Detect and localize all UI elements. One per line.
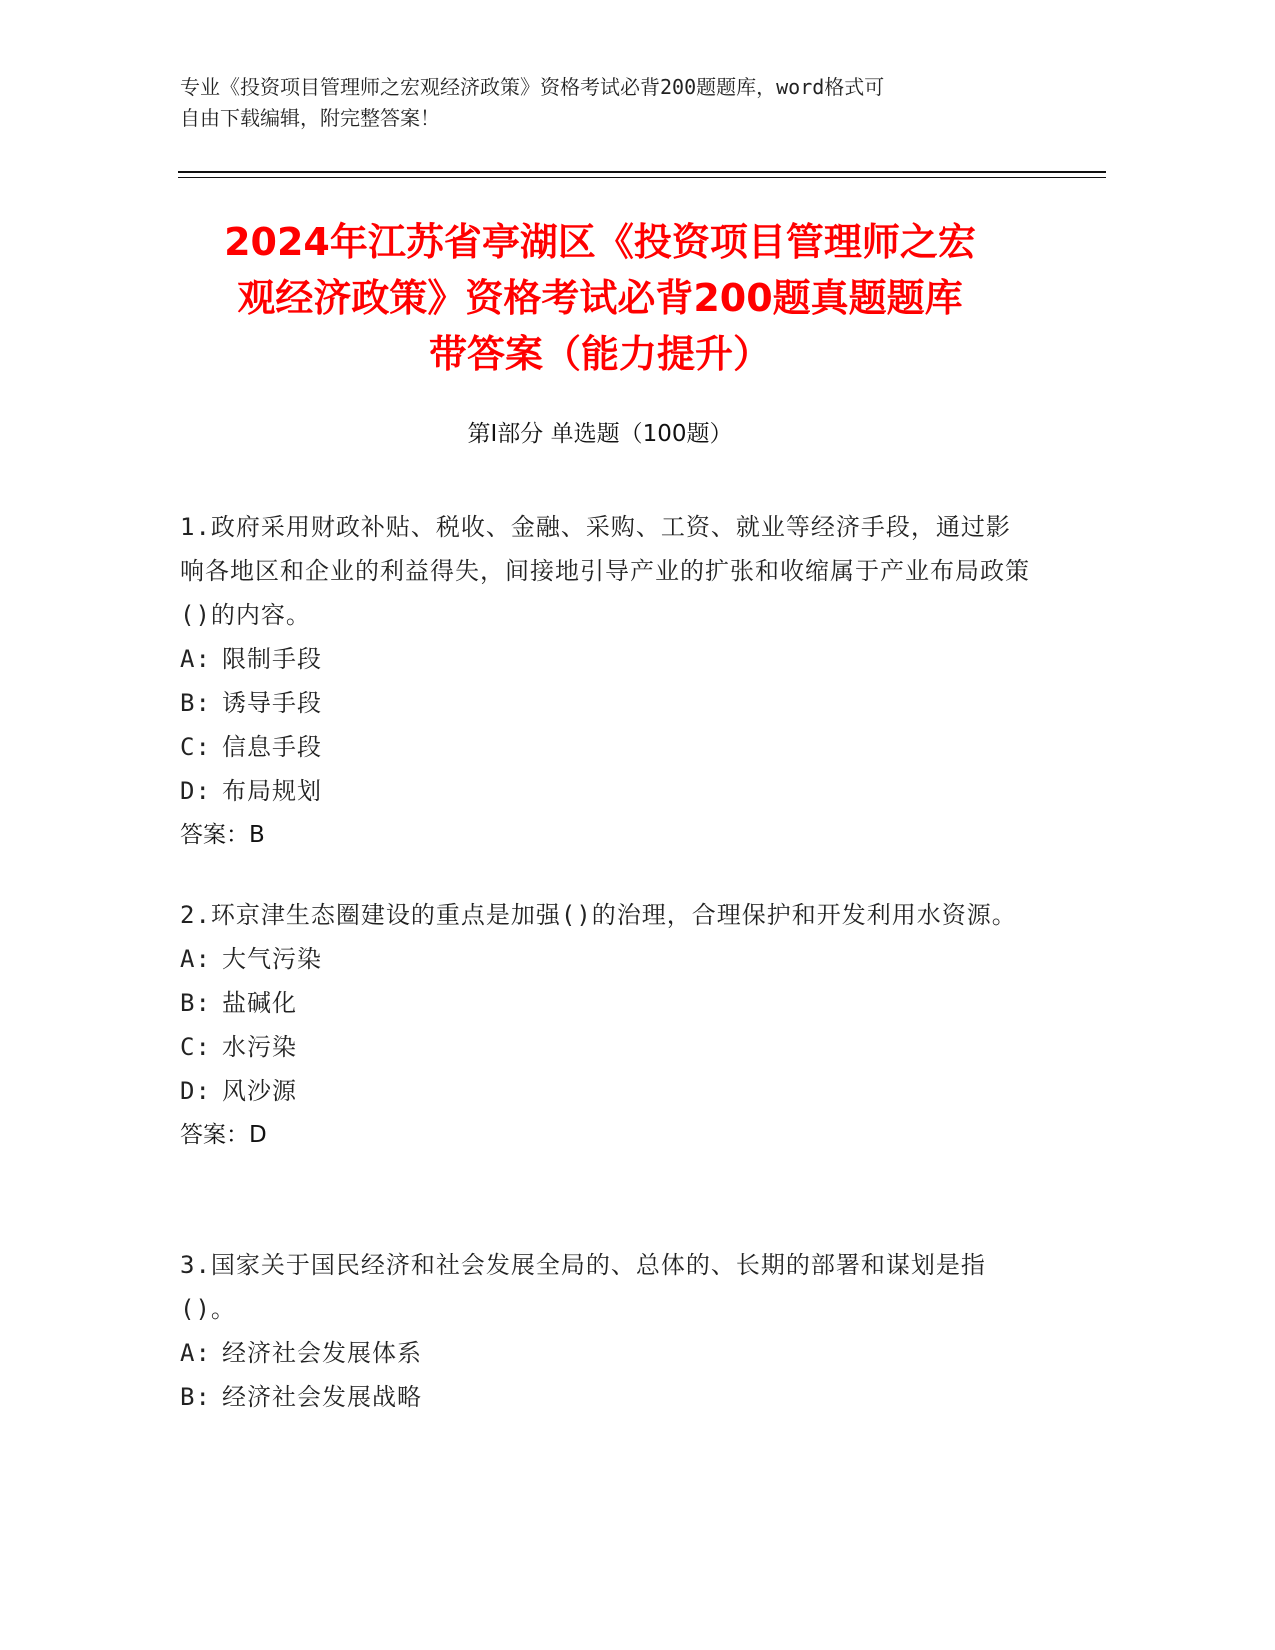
option-b xyxy=(180,681,1030,725)
option-key: A: xyxy=(180,645,211,673)
option-key: B: xyxy=(180,989,211,1017)
question-stem: 3.国家关于国民经济和社会发展全局的、总体的、长期的部署和谋划是指()。 xyxy=(180,1251,986,1323)
section-heading: 第I部分 单选题（100题） xyxy=(467,421,733,447)
option-b xyxy=(180,1375,1030,1419)
option-key: D: xyxy=(180,1077,211,1105)
option-text: 诱导手段 xyxy=(222,689,322,717)
option-d xyxy=(180,1069,1030,1113)
answer-line: 答案：D xyxy=(180,1122,267,1148)
title-line-2: 观经济政策》资格考试必背200题真题题库 xyxy=(237,276,963,320)
option-text: 盐碱化 xyxy=(222,989,297,1017)
option-text: 风沙源 xyxy=(222,1077,297,1105)
title-line-3: 带答案（能力提升） xyxy=(428,332,771,376)
option-text: 布局规划 xyxy=(222,777,322,805)
question-2 xyxy=(180,893,1030,1157)
header-divider-thin xyxy=(178,177,1106,178)
question-1 xyxy=(180,505,1030,857)
option-key: C: xyxy=(180,733,211,761)
header-note xyxy=(180,72,1040,134)
question-3 xyxy=(180,1243,1030,1419)
option-text: 限制手段 xyxy=(222,645,322,673)
option-key: A: xyxy=(180,945,211,973)
option-a xyxy=(180,937,1030,981)
header-divider-thick xyxy=(178,171,1106,173)
document-title xyxy=(150,214,1050,382)
option-a xyxy=(180,637,1030,681)
option-text: 经济社会发展战略 xyxy=(222,1383,422,1411)
option-key: C: xyxy=(180,1033,211,1061)
option-b xyxy=(180,981,1030,1025)
option-text: 大气污染 xyxy=(222,945,322,973)
option-d xyxy=(180,769,1030,813)
option-key: A: xyxy=(180,1339,211,1367)
question-stem: 2.环京津生态圈建设的重点是加强()的治理，合理保护和开发利用水资源。 xyxy=(180,901,1017,929)
answer-line: 答案：B xyxy=(180,822,265,848)
title-line-1: 2024年江苏省亭湖区《投资项目管理师之宏 xyxy=(224,220,976,264)
header-note-line-2: 自由下载编辑，附完整答案！ xyxy=(180,106,440,130)
option-key: B: xyxy=(180,1383,211,1411)
option-text: 经济社会发展体系 xyxy=(222,1339,422,1367)
option-a xyxy=(180,1331,1030,1375)
option-key: D: xyxy=(180,777,211,805)
header-note-line-1: 专业《投资项目管理师之宏观经济政策》资格考试必背200题题库，word格式可 xyxy=(180,75,885,99)
option-text: 水污染 xyxy=(222,1033,297,1061)
option-text: 信息手段 xyxy=(222,733,322,761)
question-stem: 1.政府采用财政补贴、税收、金融、采购、工资、就业等经济手段，通过影响各地区和企业的利益得失，间接地引导产业的扩张和收缩属于产业布局政策()的内容。 xyxy=(180,513,1030,629)
option-c xyxy=(180,725,1030,769)
option-c xyxy=(180,1025,1030,1069)
option-key: B: xyxy=(180,689,211,717)
